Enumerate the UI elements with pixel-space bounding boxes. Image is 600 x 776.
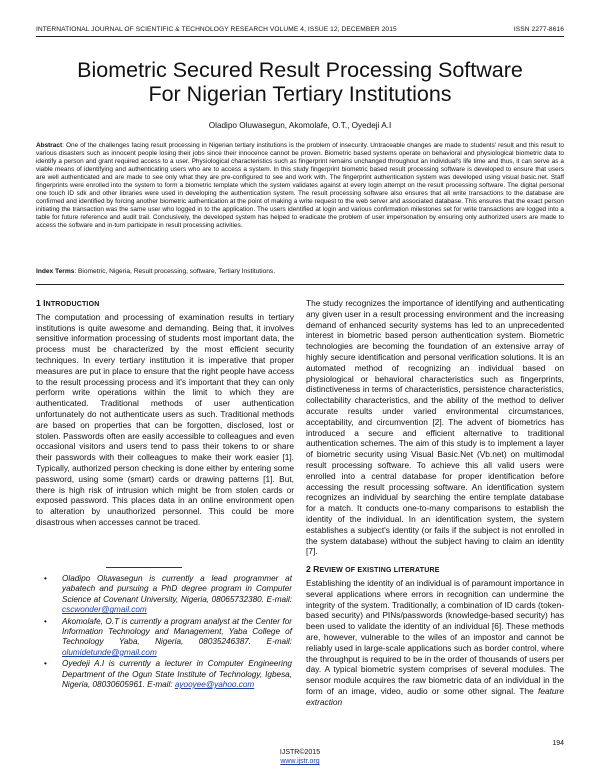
section-1-paragraph: The computation and processing of examination results in tertiary institutions is quite awesome and demanding. Being that, it involves sensitive information processing of students most important data, the process must be characterized by the most efficient security techniques. In every tertiary institution it is imperative that proper measures are put in place to ensure that the right people have access to the result processing process and it's important that they can only perform write operations within the limit to which they are authenticated. Traditional methods of user authentication unfortunately do not authenticate users as such. Traditional methods are based on properties that can be forgotten, disclosed, lost or stolen. Passwords often are easily accessible to colleagues and even occasional visitors and users tend to pass their tokens to or share their passwords with their colleagues to make their work easier [1]. Typically, authorized person checking is done either by entering some password, using some (smart) cards or drawing patterns [1]. But, there is high risk of intrusion which might be from stolen cards or exposed password. This places data in an online environment open to alteration by unauthorized personnel. This could be more disastrous when accesses cannot be traced.: [36, 311, 294, 527]
email-link[interactable]: ayooyee@yahoo.com: [174, 680, 255, 690]
index-terms: [36, 268, 564, 275]
abstract-label: Abstract: [36, 142, 63, 149]
left-column: [36, 298, 294, 528]
footnote-rule: [106, 567, 182, 568]
title-line-2: For Nigerian Tertiary Institutions: [148, 82, 452, 106]
email-link[interactable]: cscwonder@gmail.com: [62, 605, 147, 615]
journal-header: INTERNATIONAL JOURNAL OF SCIENTIFIC & TECHNOLOGY RESEARCH VOLUME 4, ISSUE 12, DECEMBER 2015: [36, 26, 397, 33]
email-link[interactable]: olumidetunde@gmail.com: [62, 647, 157, 657]
title-line-1: Biometric Secured Result Processing Software: [77, 58, 523, 82]
section-1-heading: 1 INTRODUCTION: [36, 298, 100, 308]
abstract-text: : One of the challenges facing result processing in Nigerian tertiary institutions is the problem of insecurity. Untraceable changes are made to students' result and this result to various disasters such as innocent people losing their jobs since their innocence cannot be proven. Biometric based systems operate on behavioral and physiological biometric data to identify a person and grant required access to a user. Physiological characteristics such as fingerprint remains unchanged throughout an individual's life time and thus, it can serve as a viable means of identifying and authenticating users who are to access a system. In this study fingerprint biometric based result processing software is developed to ensure that users are well authenticated and are made to see only what they are pre-configured to see and work with. The fingerprint authentication system was developed using visual basic.net. Staff fingerprints were enrolled into the system to form a biometric template which the system validates against at every login attempt on the result processing software. The digital personal one touch ID sdk and other libraries were used in developing the authentication system. The result processing software also ensures that all write transactions to the database are confirmed and identified by forcing another biometric authentication at the point of making a write request to the web server and associated database. This ensures that the exact person initiating the transaction was the same user who logged in to the application. The users identified at login and various confirmation milestones set for write transactions are logged into a table for future reference and audit trail. Conclusively, the developed system has helped to eradicate the problem of user impersonation by ensuring only authorized users are made to access the software and in-turn participate in result processing activities.: [36, 142, 564, 230]
issn-label: ISSN 2277-8616: [513, 26, 564, 33]
bullet-icon: •: [44, 574, 47, 583]
abstract-rule: [36, 284, 564, 285]
author-list: Oladipo Oluwasegun, Akomolafe, O.T., Oyedeji A.I: [208, 121, 392, 130]
footnote-item: • Oyedeji A.I is currently a lecturer in Computer Engineering Department of the Ogun State Institute of Technology, Igbesa, Nigeria, 08030605961. E-mail: ayooyee@yahoo.com: [44, 659, 292, 690]
footnote-item: • Akomolafe, O.T is currently a program analyst at the Center for Information Technology and Management, Yaba College of Technology Yaba, Nigeria, 08035246387. E-mail: olumidetunde@gmail.com: [44, 616, 292, 657]
footer-code: IJSTR©2015: [279, 749, 321, 756]
section-2-heading: 2 REVIEW OF EXISTING LITERATURE: [306, 564, 440, 575]
author-footnotes: [44, 574, 292, 691]
index-terms-text: : Biometric, Nigeria, Result processing, software, Tertiary Institutions.: [74, 268, 276, 275]
paper-title: [30, 58, 570, 106]
page-footer: [0, 748, 600, 766]
footer-url-link[interactable]: www.ijstr.org: [280, 758, 320, 765]
section-2-paragraph: Establishing the identity of an individual is of paramount importance in several applications where errors in recognition can undermine the integrity of the system. Traditionally, a combination of ID cards (token-based security) and PINs/passwords (knowledge-based security) has been used to validate the identity of an individual [6]. These methods are, however, vulnerable to the wiles of an impostor and cannot be reliably used in large-scale applications such as border control, where the throughput is required to be in the order of thousands of users per day. A typical biometric system comprises of several modules. The sensor module acquires the raw biometric data of an individual in the form of an image, video, audio or some other signal. The feature extraction: [306, 577, 564, 707]
page-number: 194: [552, 740, 564, 747]
section-1-continued-paragraph: The study recognizes the importance of identifying and authenticating any given user in a result processing environment and the increasing demand of enhanced security systems has led to an unprecedented interest in biometric based person authentication system. Biometric technologies are becoming the foundation of an extensive array of highly secure identification and personal verification solutions. It is an automated method of recognizing an individual based on physiological or behavioral characteristics such as fingerprints, distinctiveness in terms of characteristics, persistence characteristics, collectability characteristics, and the ability of the method to deliver accurate results under varied environmental circumstances, acceptability, and circumvention [2]. The advent of biometrics has introduced a secure and efficient alternative to traditional authentication schemes. The aim of this study is to implement a layer of biometric security using Visual Basic.Net (Vb.net) on multimodal result processing software. To achieve this all valid users were enrolled into a central database for proper identification before accessing the result processing software. An identification system recognizes an individual by searching the entire template database for a match. It conducts one-to-many comparisons to establish the identity of the individual. In an identification system, the system establishes a subject's identity (or fails if the subject is not enrolled in the system database) without the subject having to claim an identity [7].: [306, 298, 564, 557]
abstract: [36, 142, 564, 231]
index-terms-label: Index Terms: [36, 268, 75, 275]
right-column: [306, 298, 564, 707]
bullet-icon: •: [44, 616, 47, 626]
bullet-icon: •: [44, 659, 47, 669]
header-rule: [36, 36, 564, 37]
footnote-item: • Oladipo Oluwasegun is currently a lead programmer at yabatech and pursuing a PhD degree program in Computer Science at Covenant University, Nigeria, 08065732380. E-mail: cscwonder@gmail.com: [44, 574, 292, 615]
